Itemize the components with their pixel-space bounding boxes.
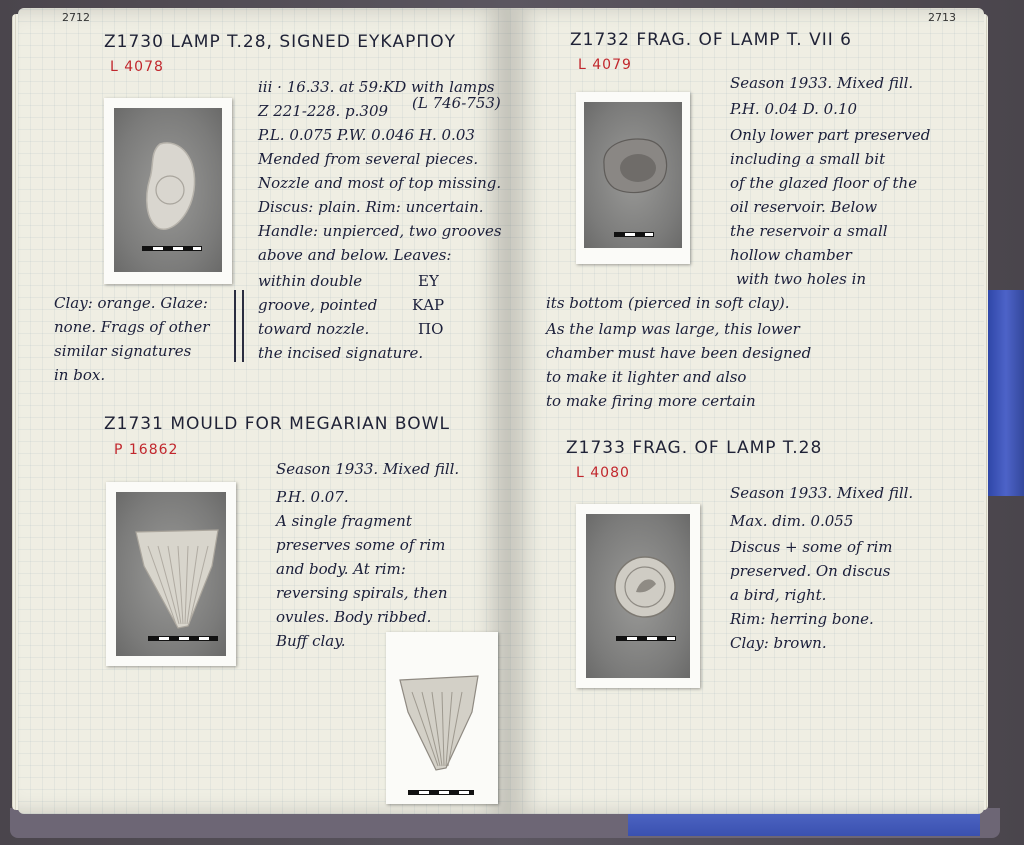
z1730-line-12: the incised signature. xyxy=(258,344,424,362)
z1732-line-11: As the lamp was large, this lower xyxy=(546,320,800,338)
z1730-line-10: groove, pointed xyxy=(258,296,378,314)
side-note-line-4: in box. xyxy=(54,366,106,384)
page-number-right: 2713 xyxy=(928,11,956,24)
photo-scale-bar xyxy=(408,790,474,795)
z1730-line-1: iii · 16.33. at 59:KD with lamps xyxy=(258,78,495,96)
entry-title-z1731: Z1731 MOULD FOR MEGARIAN BOWL xyxy=(104,414,450,434)
z1730-line-3: P.L. 0.075 P.W. 0.046 H. 0.03 xyxy=(258,126,475,144)
page-number-left: 2712 xyxy=(62,11,90,24)
z1732-line-2: P.H. 0.04 D. 0.10 xyxy=(730,100,858,118)
signature-line-3: ΠΟ xyxy=(418,320,444,338)
z1731-line-8: Buff clay. xyxy=(276,632,346,650)
bookmark-ribbon xyxy=(988,290,1024,496)
side-note-line-3: similar signatures xyxy=(54,342,192,360)
z1732-line-10: its bottom (pierced in soft clay). xyxy=(546,294,790,312)
z1733-line-7: Clay: brown. xyxy=(730,634,827,652)
mould-fragment-image-a xyxy=(132,526,222,630)
z1731-line-5: and body. At rim: xyxy=(276,560,406,578)
margin-divider-1 xyxy=(234,290,236,362)
photo-scale-bar xyxy=(614,232,654,237)
inventory-number-l4080: L 4080 xyxy=(576,465,630,481)
z1730-line-4: Mended from several pieces. xyxy=(258,150,479,168)
z1732-line-9: with two holes in xyxy=(736,270,867,288)
photo-lamp-z1730 xyxy=(104,98,232,284)
lamp-fragment-image-z1732 xyxy=(598,134,672,198)
entry-title-z1730: Z1730 LAMP T.28, SIGNED ΕΥΚΑΡΠΟΥ xyxy=(104,32,456,52)
z1733-line-3: Discus + some of rim xyxy=(730,538,893,556)
z1733-line-1: Season 1933. Mixed fill. xyxy=(730,484,914,502)
lamp-fragment-image xyxy=(140,138,202,238)
photo-scale-bar xyxy=(148,636,218,641)
z1733-line-2: Max. dim. 0.055 xyxy=(730,512,854,530)
entry-title-z1733: Z1733 FRAG. OF LAMP T.28 xyxy=(566,438,823,458)
z1732-line-6: oil reservoir. Below xyxy=(730,198,878,216)
z1732-line-3: Only lower part preserved xyxy=(730,126,931,144)
z1731-line-6: reversing spirals, then xyxy=(276,584,448,602)
margin-divider-2 xyxy=(242,290,244,362)
z1732-line-14: to make firing more certain xyxy=(546,392,756,410)
z1730-reference: (L 746-753) xyxy=(412,94,501,112)
z1730-line-5: Nozzle and most of top missing. xyxy=(258,174,502,192)
z1730-line-2: Z 221-228. p.309 xyxy=(258,102,389,120)
z1731-line-3: A single fragment xyxy=(276,512,412,530)
inventory-number-l4078: L 4078 xyxy=(110,59,164,75)
z1732-line-8: hollow chamber xyxy=(730,246,852,264)
z1730-line-7: Handle: unpierced, two grooves xyxy=(258,222,502,240)
photo-mould-z1731-a xyxy=(106,482,236,666)
side-note-line-1: Clay: orange. Glaze: xyxy=(54,294,208,312)
z1730-line-6: Discus: plain. Rim: uncertain. xyxy=(258,198,484,216)
z1731-line-7: ovules. Body ribbed. xyxy=(276,608,432,626)
photo-scale-bar xyxy=(142,246,202,251)
z1732-line-7: the reservoir a small xyxy=(730,222,888,240)
photo-lamp-z1732 xyxy=(576,92,690,264)
z1731-line-1: Season 1933. Mixed fill. xyxy=(276,460,460,478)
photo-lamp-z1733 xyxy=(576,504,700,688)
inventory-number-p16862: P 16862 xyxy=(114,442,179,458)
z1732-line-12: chamber must have been designed xyxy=(546,344,812,362)
z1733-line-4: preserved. On discus xyxy=(730,562,891,580)
z1732-line-5: of the glazed floor of the xyxy=(730,174,918,192)
signature-line-2: ΚΑΡ xyxy=(412,296,445,314)
z1730-line-8: above and below. Leaves: xyxy=(258,246,452,264)
z1732-line-13: to make it lighter and also xyxy=(546,368,747,386)
z1733-line-5: a bird, right. xyxy=(730,586,827,604)
inventory-number-l4079: L 4079 xyxy=(578,57,632,73)
signature-line-1: ΕΥ xyxy=(418,272,439,290)
mould-fragment-image-b xyxy=(396,674,482,772)
photo-scale-bar xyxy=(616,636,676,641)
z1730-line-9: within double xyxy=(258,272,363,290)
entry-title-z1732: Z1732 FRAG. OF LAMP T. VII 6 xyxy=(570,30,852,50)
z1731-line-2: P.H. 0.07. xyxy=(276,488,349,506)
z1732-line-1: Season 1933. Mixed fill. xyxy=(730,74,914,92)
photo-mould-z1731-b xyxy=(386,632,498,804)
z1732-line-4: including a small bit xyxy=(730,150,886,168)
z1730-line-11: toward nozzle. xyxy=(258,320,370,338)
lamp-fragment-image-z1733 xyxy=(612,554,678,620)
side-note-line-2: none. Frags of other xyxy=(54,318,210,336)
z1733-line-6: Rim: herring bone. xyxy=(730,610,874,628)
z1731-line-4: preserves some of rim xyxy=(276,536,446,554)
